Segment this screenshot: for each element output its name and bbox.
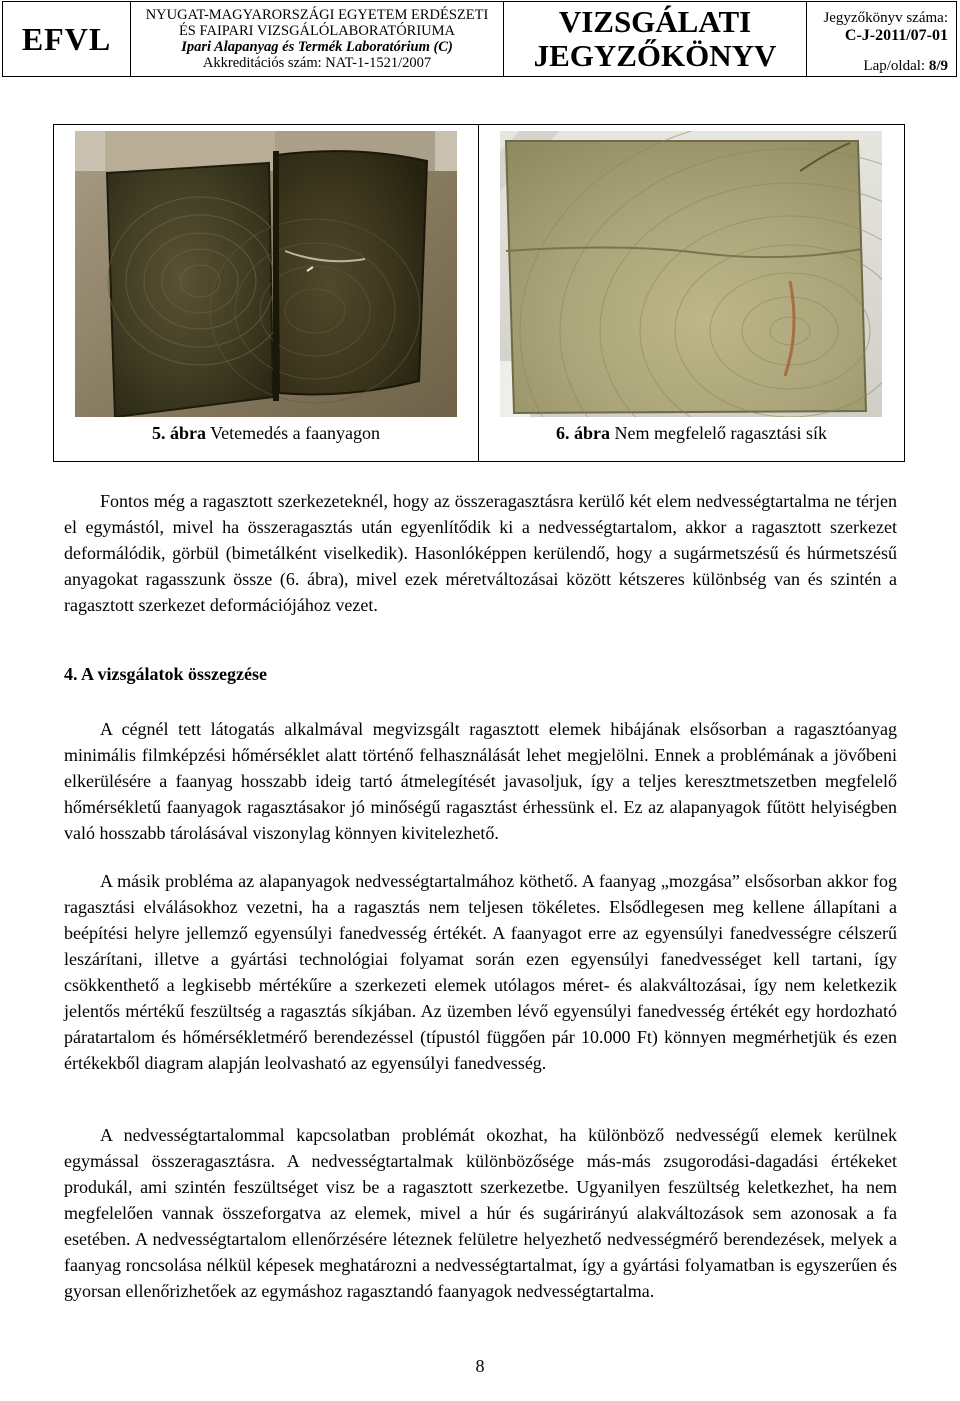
doc-title-line2: JEGYZŐKÖNYV bbox=[533, 38, 777, 73]
page-number: 8 bbox=[475, 1356, 485, 1376]
doc-title-line1: VIZSGÁLATI bbox=[558, 4, 752, 39]
page-label: Lap/oldal: bbox=[863, 58, 926, 74]
figure-5 bbox=[54, 125, 479, 461]
paragraph-summary-2: A másik probléma az alapanyagok nedvességtartalmához köthető. A faanyag „mozgása” elsősorban akkor fog ragasztási elválásokhoz vezetni, ha a ragasztás nem teljesen tökéletes. Elsődlegesen meg kellene állapítani a beépítési helyre jellemző egyensúlyi fanedvesség értékét. A faanyagot erre az egyensúlyi fanedvességre célszerű leszárítani, illetve a gyártási technológiai folyamat során ezen egyensúlyi fanedvességet kell tartani, így csökkenthető a legkisebb mértékűre a szerkezeti elemek utólagos méret- és alakváltozásai, így nem keletkezik jelentős mértékű feszültség a ragasztás síkjában. Az üzemben lévő egyensúlyi fanedvesség értékét egy hordozható páratartalom és hőmérsékletmérő berendezéssel (típustól függően pár 10.000 Ft) könnyen megmérhetjük és ezen értékekből diagram alapján leolvasható az egyensúlyi fanedvesség. bbox=[64, 871, 897, 1073]
logo-cell bbox=[3, 2, 131, 76]
institution-name-line1: NYUGAT-MAGYARORSZÁGI EGYETEM ERDÉSZETI bbox=[145, 7, 489, 23]
figure-6-caption bbox=[479, 423, 904, 444]
glue-line-timber-photo bbox=[500, 131, 882, 417]
page-value: 8/9 bbox=[928, 58, 948, 74]
figure-5-number: 5. ábra bbox=[151, 423, 206, 443]
figure-5-text: Vetemedés a faanyagon bbox=[210, 423, 381, 443]
figure-6-text: Nem megfelelő ragasztási sík bbox=[614, 423, 827, 443]
meta-cell bbox=[807, 2, 956, 76]
accreditation-number: Akkreditációs szám: NAT-1-1521/2007 bbox=[202, 55, 432, 71]
document-header bbox=[2, 1, 957, 77]
paragraph-summary-1: A cégnél tett látogatás alkalmával megvizsgált ragasztott elemek hibájának elsősorban a ragasztóanyag minimális filmképzési hőmérséklet alatt történő felhasználását lehet megjelölni. Ennek a problémának a jövőbeni elkerülésére a faanyag hosszabb ideig tartó átmelegítését javasoljuk, így a teljes keresztmetszetben megfelelő hőmérsékletű faanyagok ragasztásakor jó minőségű ragasztást érhessünk el. Ez az alapanyagok fűtött helyiségben való hosszabb tárolásával viszonylag könnyen kivitelezhető. bbox=[64, 719, 897, 843]
figure-6-number: 6. ábra bbox=[556, 423, 611, 443]
page-indicator bbox=[807, 57, 948, 75]
institution-name-line2: ÉS FAIPARI VIZSGÁLÓLABORATÓRIUMA bbox=[178, 23, 456, 39]
laboratory-name: Ipari Alapanyag és Termék Laboratórium (C) bbox=[181, 39, 453, 55]
figure-5-caption bbox=[54, 423, 478, 444]
report-number-label: Jegyzőkönyv száma: bbox=[823, 10, 948, 26]
title-cell bbox=[504, 2, 807, 76]
paragraph-summary-3: A nedvességtartalommal kapcsolatban problémát okozhat, ha különböző nedvességű elemek kerülnek egymással összeragasztásra. A nedvességtartalmak különbözősége más-más zsugorodási-dagadási értékeket produkál, ami szintén feszültséget visz be a ragasztott szerkezetbe. Ugyanilyen feszültség keletkezhet, ha nem megfelelően vannak összeforgatva az elemek, mivel a húr és sugárirányú alakváltozások sem azonosak a fa esetében. A nedvességtartalom ellenőrzésére léteznek felületre helyezhető nedvességmérő berendezések, melyek a faanyag roncsolása nélkül képesek meghatározni a nedvességtartalmat, így a gyártási folyamatban is egyszerűen és gyorsan ellenőrizhetőek az egymáshoz ragasztandó faanyagok nedvességtartalma. bbox=[64, 1125, 897, 1301]
report-number: C-J-2011/07-01 bbox=[844, 27, 948, 44]
figure-table bbox=[53, 124, 905, 462]
paragraph-moisture-difference: Fontos még a ragasztott szerkezeteknél, hogy az összeragasztásra kerülő két elem nedvességtartalma ne térjen el egymástól, mivel ha összeragasztás után egyenlítődik ki a nedvességtartalom, akkor a ragasztott szerkezet deformálódik, görbül (bimetálként viselkedik). Hasonlóképpen kerülendő, hogy a sugármetszésű és húrmetszésű anyagokat ragasszunk össze (6. ábra), mivel ezek méretváltozásai között kétszeres különbség van és szintén a ragasztott szerkezet deformációjához vezet. bbox=[64, 491, 897, 615]
section-heading-summary: 4. A vizsgálatok összegzése bbox=[64, 664, 267, 684]
figure-6 bbox=[479, 125, 904, 461]
institution-cell bbox=[131, 2, 504, 76]
warped-timber-photo bbox=[75, 131, 457, 417]
logo: EFVL bbox=[21, 20, 112, 57]
